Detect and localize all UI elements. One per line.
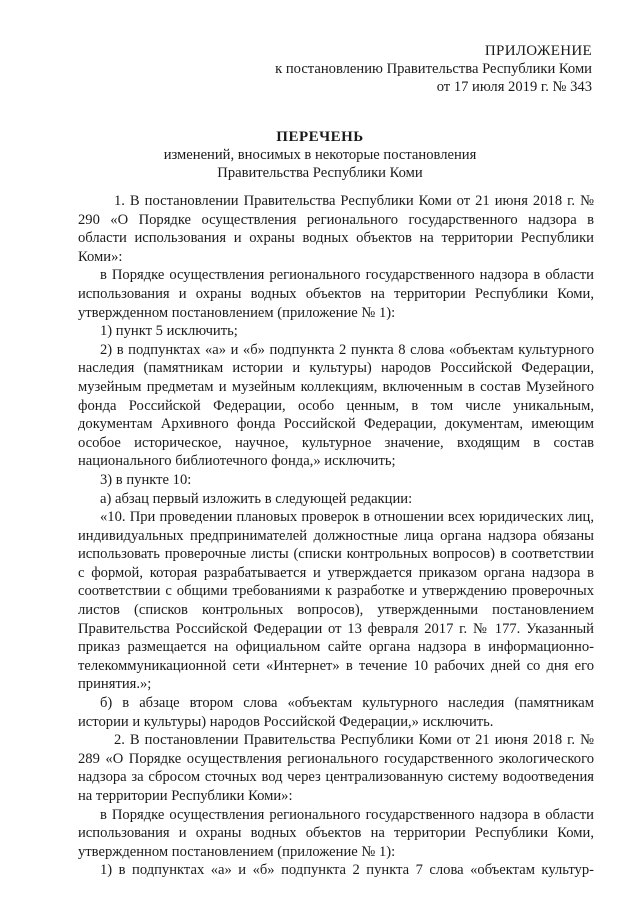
paragraph-order-amend-2: в Порядке осуществления регионального государственного надзора в области использования и охраны водных объектов на территории Республики Коми, утвержденном постановлением (приложение № 1):	[78, 806, 594, 860]
appendix-label: ПРИЛОЖЕНИЕ	[484, 43, 592, 59]
paragraph-quoted-point-10: «10. При проведении плановых проверок в отношении всех юридических лиц, индивидуальных предпринимателей должностные лица органа надзора обязаны использовать проверочные листы (списки контрольных вопросов) в соответствии с формой, которая разрабатывается и утверждается приказом органа надзора в соответствии с общими требованиями к разработке и утверждению проверочных листов (списков контрольных вопросов), утвержденными постановлением Правительства Российской Федерации от 13 февраля 2017 г. № 177. Указанный приказ размещается на официальном сайте органа надзора в информационно-телекоммуникационной сети «Интернет» в течение 10 рабочих дней со дня его принятия.»;	[78, 509, 594, 693]
document-heading	[0, 128, 640, 182]
appendix-header	[275, 42, 592, 96]
paragraph-item-3a: а) абзац первый изложить в следующей редакции:	[100, 490, 413, 507]
document-body	[78, 192, 594, 880]
paragraph-item-2-1: 1) в подпунктах «а» и «б» подпункта 2 пункта 7 слова «объектам культур-	[100, 862, 594, 879]
paragraph-section-2: 2. В постановлении Правительства Республики Коми от 21 июня 2018 г. № 289 «О Порядке осуществления регионального государственного экологического надзора за сбросом сточных вод через централизованную систему водоотведения на территории Республики Коми»:	[78, 732, 594, 804]
document-title: ПЕРЕЧЕНЬ	[276, 129, 364, 145]
document-subtitle-line-1: изменений, вносимых в некоторые постановления	[163, 147, 477, 163]
paragraph-order-amend-1: в Порядке осуществления регионального государственного надзора в области использования и охраны водных объектов на территории Республики Коми, утвержденном постановлением (приложение № 1):	[78, 267, 594, 321]
appendix-decree-ref: к постановлению Правительства Республики Коми	[275, 61, 592, 77]
paragraph-section-1: 1. В постановлении Правительства Республики Коми от 21 июня 2018 г. № 290 «О Порядке осуществления регионального государственного надзора в области использования и охраны водных объектов на территории Республики Коми»:	[78, 193, 594, 265]
appendix-decree-date: от 17 июля 2019 г. № 343	[436, 79, 592, 95]
paragraph-item-1: 1) пункт 5 исключить;	[100, 323, 238, 340]
paragraph-item-2: 2) в подпунктах «а» и «б» подпункта 2 пункта 8 слова «объектам культурного наследия (памятникам истории и культуры) народов Российской Федерации, музейным предметам и музейным коллекциям, включенным в состав Музейного фонда Российской Федерации, особо ценным, в том числе уникальным, документам Архивного фонда Российской Федерации, документам, имеющим особое историческое, научное, культурное значение, входящим в состав национального библиотечного фонда,» исключить;	[78, 341, 594, 470]
paragraph-item-3: 3) в пункте 10:	[100, 471, 192, 488]
paragraph-item-3b: б) в абзаце втором слова «объектам культурного наследия (памятникам истории и культуры) народов Российской Федерации,» исключить.	[78, 695, 594, 730]
document-subtitle-line-2: Правительства Республики Коми	[217, 165, 423, 181]
